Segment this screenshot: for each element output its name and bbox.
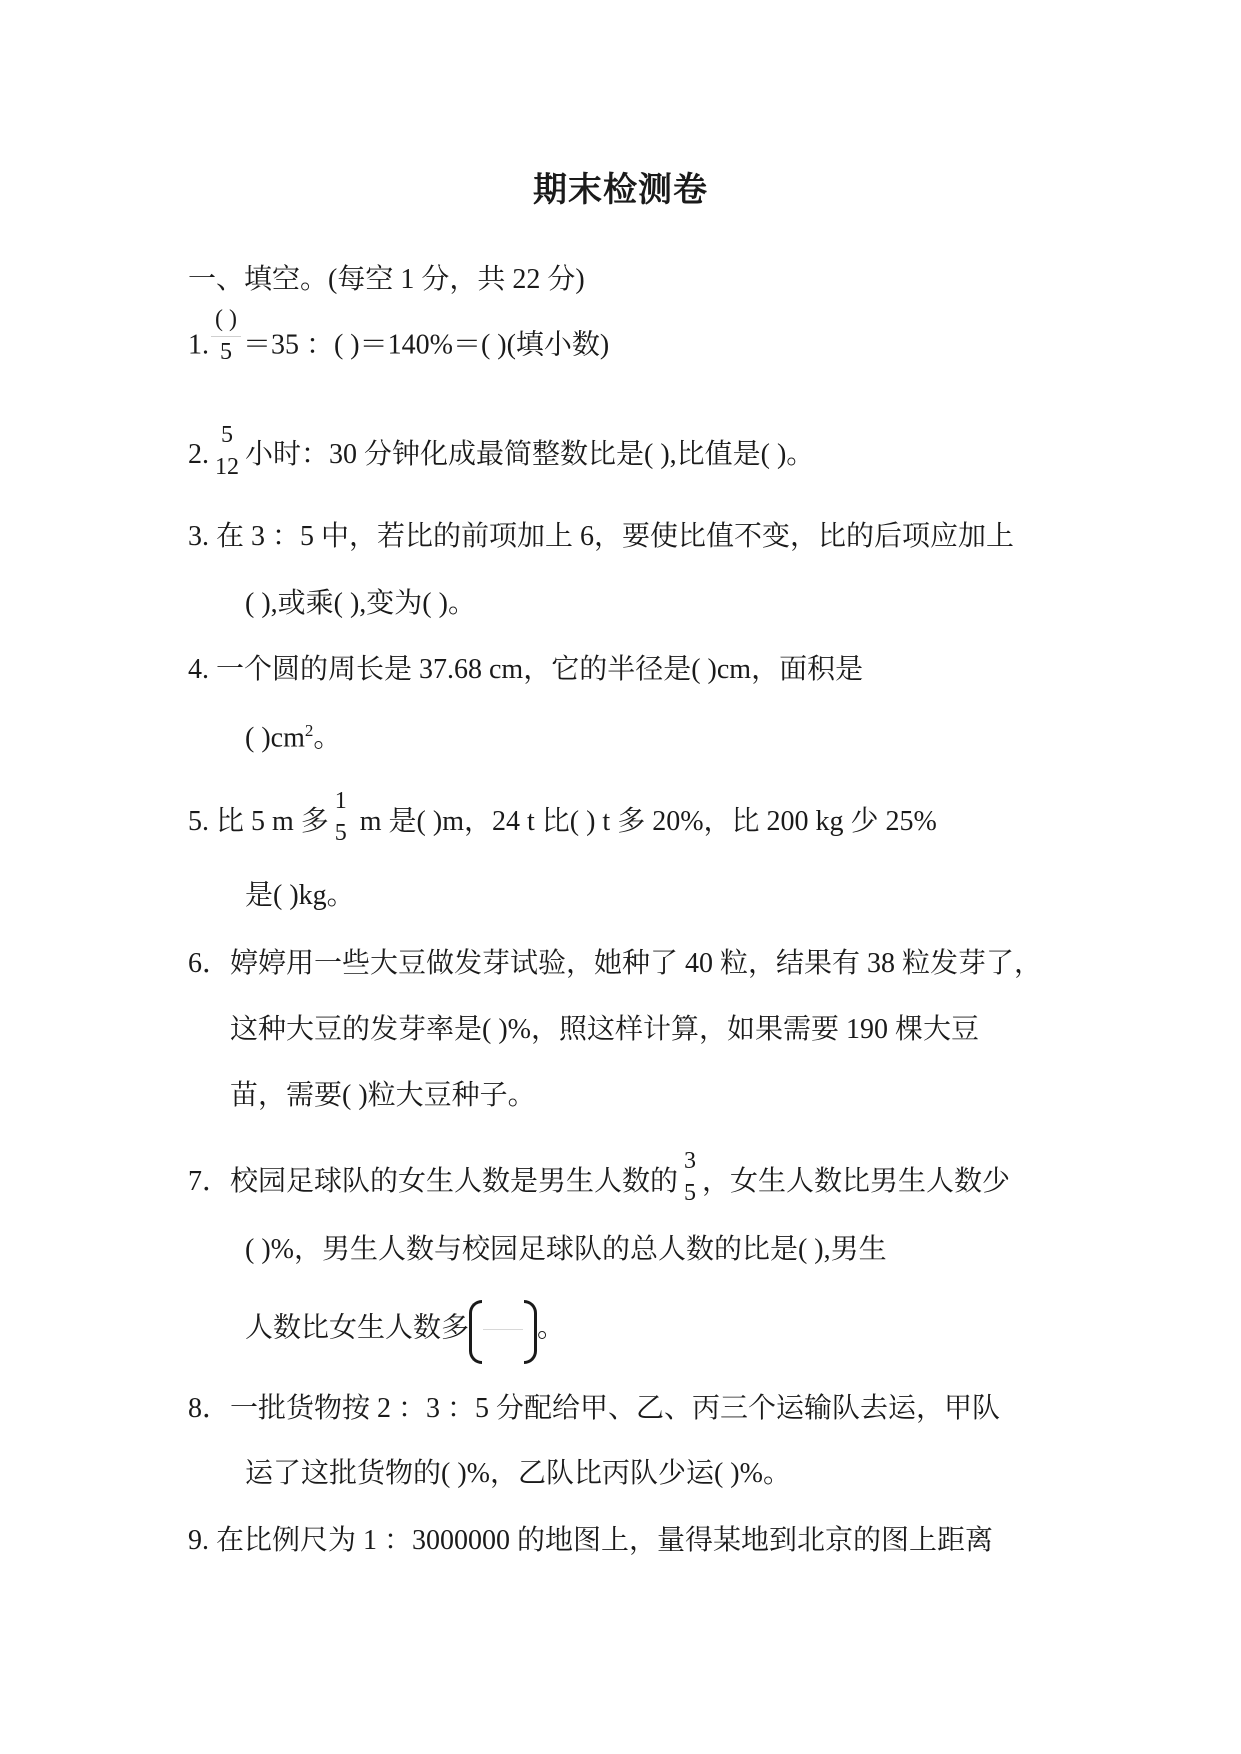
question-8-line-1: 8．一批货物按 2 ：3 ：5 分配给甲、乙、丙三个运输队去运，甲队 [188, 1393, 1001, 1424]
question-7-text-b: ，女生人数比男生人数少 [702, 1166, 1011, 1198]
fraction-denominator: 5 [334, 819, 347, 846]
fraction-answer-blank [469, 1300, 537, 1360]
question-6-line-2: 这种大豆的发芽率是( )%，照这样计算，如果需要 190 棵大豆 [230, 1014, 979, 1045]
fraction-numerator: 3 [684, 1148, 697, 1174]
page-title: 期末检测卷 [533, 170, 708, 210]
question-5-fraction [331, 788, 351, 847]
question-9-line-1: 9. 在比例尺为 1 ：3000000 的地图上，量得某地到北京的图上距离 [188, 1525, 994, 1556]
question-1 [188, 306, 610, 366]
question-7-line-1 [188, 1148, 1011, 1207]
question-5-line-1 [188, 788, 937, 847]
question-7-fraction [680, 1148, 700, 1207]
question-5-line-2: 是( )kg。 [245, 880, 355, 911]
question-1-fraction [211, 306, 241, 366]
fraction-denominator: 5 [219, 338, 232, 365]
question-5-text-a: 5. 比 5 m 多 [188, 806, 329, 838]
question-2 [188, 422, 815, 481]
fraction-denominator: 5 [684, 1179, 697, 1206]
question-2-text: 小时：30 分钟化成最简整数比是( ),比值是( )。 [245, 439, 815, 471]
superscript: 2 [304, 721, 314, 740]
question-5-text-b: m 是( )m，24 t 比( ) t 多 20%，比 200 kg 少 25% [352, 806, 937, 838]
right-bracket [524, 1300, 537, 1364]
left-bracket [469, 1300, 482, 1364]
question-8-line-2: 运了这批货物的( )%，乙队比丙队少运( )%。 [245, 1458, 791, 1489]
fraction-denominator: 12 [215, 453, 239, 480]
question-6-line-3: 苗，需要( )粒大豆种子。 [230, 1080, 536, 1111]
question-4-line-1: 4. 一个圆的周长是 37.68 cm，它的半径是( )cm，面积是 [188, 654, 864, 685]
fraction-numerator: 1 [334, 788, 347, 814]
fraction-numerator: ( ) [211, 306, 241, 337]
question-4-line-2 [245, 722, 341, 752]
question-1-number: 1. [188, 329, 209, 361]
question-7-text-c: 人数比女生人数多 [245, 1312, 470, 1344]
fraction-numerator: 5 [221, 422, 233, 448]
question-4-blank: ( )cm [245, 722, 305, 754]
question-3-line-1: 3. 在 3 ：5 中，若比的前项加上 6，要使比值不变，比的后项应加上 [188, 521, 1015, 552]
question-7-end: 。 [537, 1312, 566, 1344]
question-6-line-1: 6．婷婷用一些大豆做发芽试验，她种了 40 粒，结果有 38 粒发芽了， [188, 948, 1043, 979]
question-2-number: 2. [188, 439, 209, 471]
section-heading: 一、填空。(每空 1 分，共 22 分) [188, 264, 585, 295]
question-7-line-3 [245, 1300, 565, 1360]
question-3-line-2: ( ),或乘( ),变为( )。 [245, 588, 476, 619]
question-4-end: 。 [313, 722, 342, 754]
fraction-bar [483, 1329, 523, 1330]
question-2-fraction [211, 422, 243, 481]
question-1-text: ＝35 ：( )＝140%＝( )(填小数) [242, 329, 610, 361]
question-7-text-a: 7．校园足球队的女生人数是男生人数的 [188, 1166, 679, 1198]
question-7-line-2: ( )%，男生人数与校园足球队的总人数的比是( ),男生 [245, 1234, 887, 1265]
